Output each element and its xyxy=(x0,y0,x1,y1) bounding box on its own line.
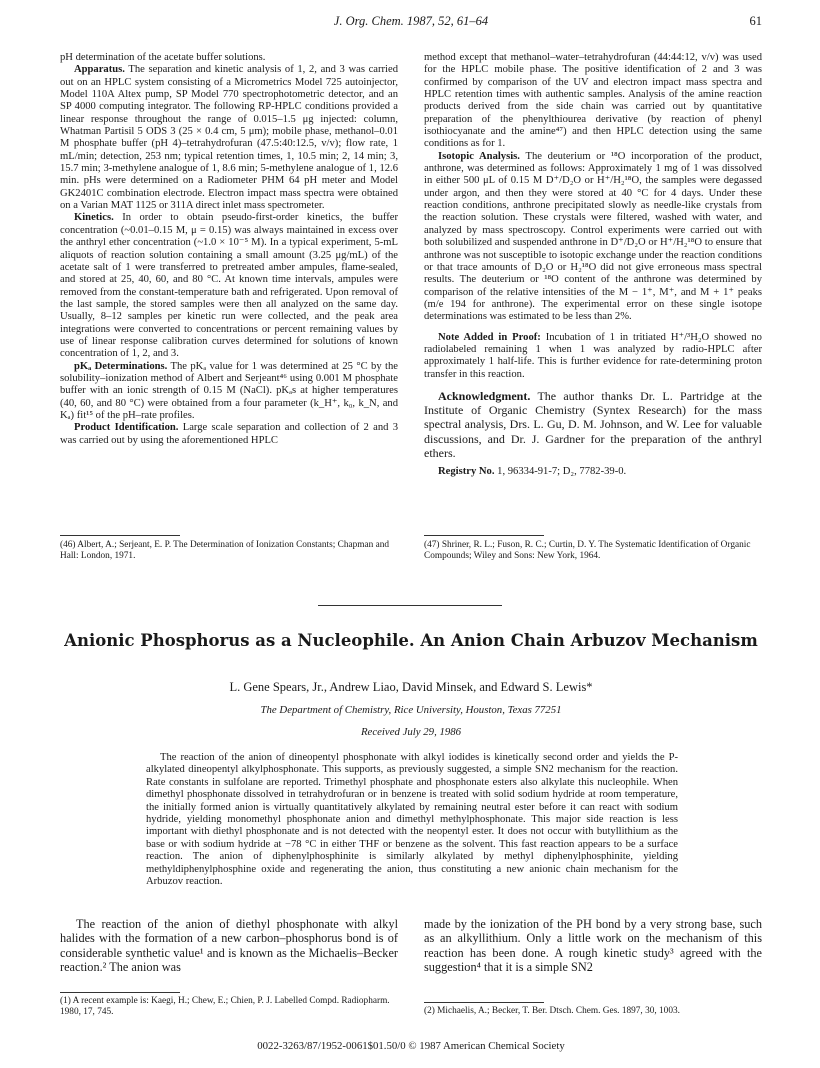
paragraph-text: The separation and kinetic analysis of 1, 2, and 3 was carried out on an HPLC system consisting of a Micrometrics Model 725 autoinjector, Model 110A Altex pump, SP Model 770 spectrophotometric detector, and an SP 4000 computing integrator. The following RP-HPLC conditions provided a linear response throughout the range of 0.015–1.5 μg injected: column, Whatman Partisil 5 ODS 3 (25 × 0.4 cm, 5 μm); mobile phase, methanol–0.01 M phosphate buffer (pH 4)–tetrahydrofuran (47.5:40:12.5, v/v); flow rate, 1 mL/min; detection, 253 nm; typical retention times, 1, 10.5 min; 2, 14 min; 3, 15.7 min; 3-methylene analogue of 1, 8.6 min; 5-methylene analogue of 1, 12.6 min. pHs were determined on a Radiometer PHM 64 pH meter and Model GK2401C combination electrode. Electron impact mass spectra were obtained on a Varian MAT 1125 or 311A direct inlet mass spectrometer. xyxy=(60,64,398,212)
paragraph xyxy=(424,52,762,151)
footnote-47: (47) Shriner, R. L.; Fuson, R. C.; Curtin, D. Y. The Systematic Identification of Organic Compounds; Wiley and Sons: New York, 1964. xyxy=(424,540,751,561)
footnote-divider xyxy=(424,535,544,536)
paragraph-heading: Apparatus. xyxy=(74,64,125,76)
paragraph-heading: Acknowledgment. xyxy=(438,388,531,403)
paragraph-text: 1, 96334-91-7; D₂, 7782-39-0. xyxy=(497,465,627,477)
paragraph xyxy=(60,52,398,64)
copyright-footer: 0022-3263/87/1952-0061$01.50/0 © 1987 American Chemical Society xyxy=(257,1040,565,1052)
paragraph-product-identification xyxy=(60,422,398,447)
paragraph-acknowledgment xyxy=(424,389,762,460)
paragraph-apparatus xyxy=(60,64,398,212)
paragraph-pka xyxy=(60,361,398,423)
article-affiliation: The Department of Chemistry, Rice University, Houston, Texas 77251 xyxy=(260,704,562,716)
paragraph-text: The author thanks Dr. L. Partridge at the Institute of Organic Chemistry (Syntex Research) for the mass spectral analysis, Drs. L. Gu, D. M. Johnson, and W. Lee for valuable discussions, and Dr. J. Gardner for the preparation of the anthryl ethers. xyxy=(424,388,762,460)
page-number: 61 xyxy=(749,14,762,28)
article-authors: L. Gene Spears, Jr., Andrew Liao, David Minsek, and Edward S. Lewis* xyxy=(229,680,593,694)
paragraph-text: Incubation of 1 in tritiated H⁺/³H₂O showed no radiolabeled remaining 1 when 1 was analyzed by radio-HPLC after approximately 1 half-life. This is further evidence for rate-determining proton transfer in this reaction. xyxy=(424,331,762,380)
footnote-2: (2) Michaelis, A.; Becker, T. Ber. Dtsch. Chem. Ges. 1897, 30, 1003. xyxy=(424,1006,680,1016)
running-header xyxy=(60,14,762,34)
paragraph-isotopic-analysis xyxy=(424,151,762,324)
paragraph-heading: Note Added in Proof: xyxy=(438,331,541,343)
paragraph-text: In order to obtain pseudo-first-order kinetics, the buffer concentration (~0.01–0.15 M, μ = 0.15) was always maintained in excess over the anthryl ether concentration (~1.0 × 10⁻⁵ M). In a typical experiment, 5-mL aliquots of reaction solution containing a small amount (3.25 μg/mL) of the acetate salt of 1 were transferred to pretreated amber ampules, flame-sealed, and stored at 25, 40, 60, and 80 °C. At known time intervals, ampules were removed from the constant-temperature bath and refrigerated. Upon removal of the last sample, the stored samples were then all analyzed on the same day. Usually, 8–12 samples per kinetic run were collected, and the peak area integrations were converted to concentrations or percent remaining values by use of linear response calibration curves determined for solutions of known concentration of 1, 2, and 3. xyxy=(60,212,398,360)
paragraph-heading: Isotopic Analysis. xyxy=(438,150,520,162)
body-text-left: The reaction of the anion of diethyl phosphonate with alkyl halides with the formation of a new carbon–phosphorus bond is of considerable synthetic value¹ and is known as the Michaelis–Becker reaction.² The anion was xyxy=(60,917,398,975)
paragraph-text: pH determination of the acetate buffer solutions. xyxy=(60,52,266,63)
paragraph-registry xyxy=(424,466,762,478)
body-text-right: made by the ionization of the PH bond by a very strong base, such as an alkyllithium. Only a little work on the mechanism of this reaction has been done. A rough kinetic study³ agreed with the suggestion⁴ that it is a simple SN2 xyxy=(424,917,762,975)
footnote-divider xyxy=(60,535,180,536)
paragraph-text: The pKₐ value for 1 was determined at 25 °C by the solubility–ionization method of Albert and Serjeant⁴⁶ using 0.001 M phosphate buffer with an ionic strength of 0.15 M (NaCl). pKₐs at higher temperatures (40, 60, and 80 °C) were obtained from a four parameter (k_H⁺, k₀, k_N, and Kₐ) fit¹⁵ of the pH–rate profiles. xyxy=(60,360,398,421)
article-title: Anionic Phosphorus as a Nucleophile. An Anion Chain Arbuzov Mechanism xyxy=(64,631,758,650)
paragraph-note-added xyxy=(424,332,762,381)
paragraph-kinetics xyxy=(60,212,398,360)
right-column xyxy=(424,52,762,478)
paragraph-text: method except that methanol–water–tetrahydrofuran (44:44:12, v/v) was used for the HPLC mobile phase. The positive identification of 2 and 3 was confirmed by comparison of the UV and electron impact mass spectra and HPLC retention times with authentic samples. Analysis of the amine reaction products derived from the side chain was carried out by quantitative preparation of the phenylthiourea derivative (by reaction of phenyl isothiocyanate and the amine⁴⁷) and then HPLC detection using the same conditions as for 1. xyxy=(424,52,762,150)
paragraph-text: Large scale separation and collection of 2 and 3 was carried out by using the aforementioned HPLC xyxy=(60,422,398,446)
left-column xyxy=(60,52,398,447)
footnote-divider xyxy=(424,1002,544,1003)
footnote-divider xyxy=(60,992,180,993)
paragraph-heading: Product Identification. xyxy=(74,422,179,434)
article-separator xyxy=(318,605,502,606)
received-date: Received July 29, 1986 xyxy=(360,726,462,738)
abstract: The reaction of the anion of dineopentyl phosphonate with alkyl iodides is kinetically second order and yields the P-alkylated dineopentyl alkylphosphonate. This supports, as previously suggested, a simple SN2 mechanism for the reaction. Rate constants in sulfolane are reported. Trimethyl phosphate and phosphonate esters also alkylate this nucleophile. When dimethyl phosphonate dissolved in tetrahydrofuran or in benzene is treated with solid sodium hydride at room temperature, the initially formed anion is virtually quantitatively alkylated by remaining neutral ester before it can react with sodium hydride, yielding monomethyl phosphonate anion and dimethyl methylphosphonate. This major side reaction is less important with diethyl phosphonate and is not detected with the neopentyl ester. It does not occur with butyllithium as the base or with sodium hydride at −78 °C in either THF or benzene as the solvent. This fast reaction appears to be a surface reaction. The anion of diphenylphosphinite is similarly alkylated by methyl diphenylphosphinite, yielding methyldiphenylphosphine oxide and regenerating the anion, thus constituting a new anionic chain mechanism for the Arbuzov reaction. xyxy=(146,752,678,888)
journal-citation: J. Org. Chem. 1987, 52, 61–64 xyxy=(333,14,489,28)
paragraph-heading: pKₐ Determinations. xyxy=(74,360,168,372)
footnote-46: (46) Albert, A.; Serjeant, E. P. The Determination of Ionization Constants; Chapman and Hall: London, 1971. xyxy=(60,540,390,561)
paragraph-heading: Registry No. xyxy=(438,465,495,477)
paragraph-text: The deuterium or ¹⁸O incorporation of the product, anthrone, was determined as follows: Approximately 1 mg of 1 was dissolved in either 500 μL of 0.15 M D⁺/D₂O or H⁺/H₂¹⁸O, the samples were degassed under argon, and then they were stored at 40 °C for 4 days. Under these reaction conditions, anthrone precipitated slowly as needle-like crystals from the reaction solution. These crystals were filtered, washed with water, and analyzed by mass spectroscopy. Control experiments were carried out with both solubilized and suspended anthrone in D⁺/D₂O or H⁺/H₂¹⁸O to ensure that anthrone was not susceptible to isotopic exchange under the reaction conditions or that trace amounts of D₂O or H₂¹⁸O did not give erroneous mass spectral results. The deuterium or ¹⁸O content of the anthrone was determined by comparison of the relative intensities of the M − 1⁺, M⁺, and M + 1⁺ peaks (m/e 194 for anthrone). The experimental error on these single isotope determinations was estimated to be less than 2%. xyxy=(424,150,762,323)
paragraph-heading: Kinetics. xyxy=(74,212,114,224)
footnote-1: (1) A recent example is: Kaegi, H.; Chew, E.; Chien, P. J. Labelled Compd. Radiopharm. 1980, 17, 745. xyxy=(60,996,390,1017)
